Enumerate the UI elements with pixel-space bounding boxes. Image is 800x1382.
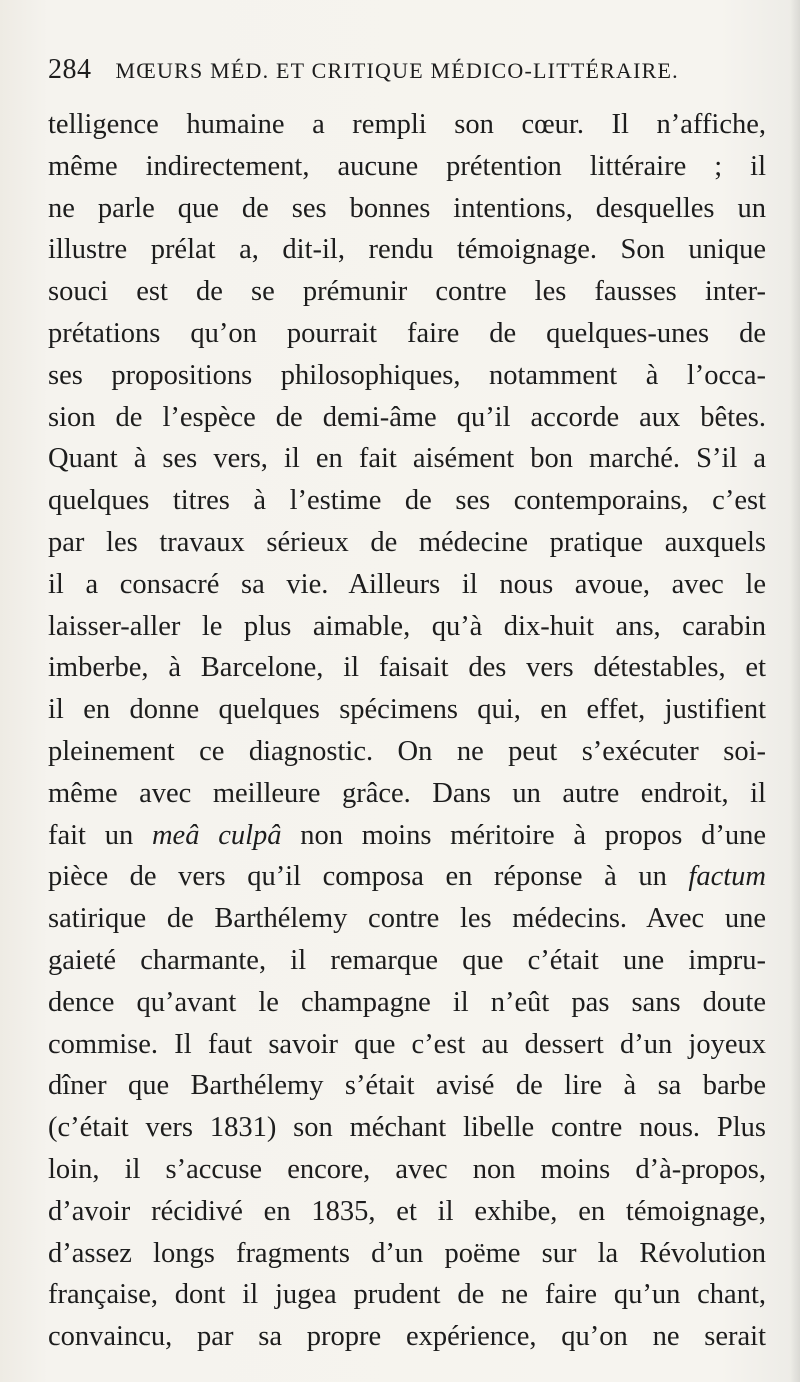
text-line: telligence humaine a rempli son cœur. Il n’affiche,	[48, 109, 766, 140]
text-line: dîner que Barthélemy s’était avisé de lire à sa barbe	[48, 1070, 766, 1102]
line-segment: non moins méritoire à propos d’une	[281, 819, 766, 851]
text-line: Quant à ses vers, il en fait aisément bon marché. S’il a	[48, 443, 766, 475]
line-segment: fait un	[48, 819, 152, 851]
text-line: il a consacré sa vie. Ailleurs il nous avoue, avec le	[48, 568, 766, 600]
italic-phrase: factum	[688, 861, 766, 893]
text-line: quelques titres à l’estime de ses contemporains, c’est	[48, 485, 766, 517]
text-line: d’avoir récidivé en 1835, et il exhibe, en témoignage,	[48, 1195, 766, 1227]
text-line: pleinement ce diagnostic. On ne peut s’exécuter soi-	[48, 735, 766, 767]
text-line: française, dont il jugea prudent de ne faire qu’un chant,	[48, 1279, 766, 1311]
text-line: ne parle que de ses bonnes intentions, desquelles un	[48, 192, 766, 224]
text-line: commise. Il faut savoir que c’est au dessert d’un joyeux	[48, 1028, 766, 1060]
text-line: satirique de Barthélemy contre les médecins. Avec une	[48, 903, 766, 935]
text-line: (c’était vers 1831) son méchant libelle contre nous. Plus	[48, 1112, 766, 1144]
text-line: illustre prélat a, dit-il, rendu témoignage. Son unique	[48, 234, 766, 266]
text-line: d’assez longs fragments d’un poëme sur la Révolution	[48, 1237, 766, 1269]
text-line: convaincu, par sa propre expérience, qu’on ne serait	[48, 1321, 766, 1353]
text-line: laisser-aller le plus aimable, qu’à dix-huit ans, carabin	[48, 610, 766, 642]
running-title: MŒURS MÉD. ET CRITIQUE MÉDICO-LITTÉRAIRE.	[115, 58, 679, 83]
text-line: gaieté charmante, il remarque que c’était une impru-	[48, 944, 766, 976]
running-head	[48, 54, 748, 90]
text-line: imberbe, à Barcelone, il faisait des vers détestables, et	[48, 652, 766, 684]
page-edge-shadow	[790, 0, 800, 1382]
text-line: il en donne quelques spécimens qui, en effet, justifient	[48, 694, 766, 726]
text-line: dence qu’avant le champagne il n’eût pas sans doute	[48, 986, 766, 1018]
body-text	[48, 104, 766, 1358]
text-line: loin, il s’accuse encore, avec non moins d’à-propos,	[48, 1153, 766, 1185]
line-segment: pièce de vers qu’il composa en réponse à un	[48, 861, 689, 893]
text-line: même indirectement, aucune prétention littéraire ; il	[48, 150, 766, 182]
page-number: 284	[48, 54, 92, 85]
text-line: souci est de se prémunir contre les fausses inter-	[48, 276, 766, 308]
text-line: par les travaux sérieux de médecine pratique auxquels	[48, 526, 766, 558]
text-line: sion de l’espèce de demi-âme qu’il accorde aux bêtes.	[48, 401, 766, 433]
text-line-with-italic	[48, 856, 766, 898]
text-line-with-italic	[48, 815, 766, 857]
text-line: même avec meilleure grâce. Dans un autre endroit, il	[48, 777, 766, 809]
text-line: prétations qu’on pourrait faire de quelques-unes de	[48, 317, 766, 349]
italic-phrase: meâ culpâ	[151, 819, 282, 851]
text-line: ses propositions philosophiques, notamment à l’occa-	[48, 359, 766, 391]
